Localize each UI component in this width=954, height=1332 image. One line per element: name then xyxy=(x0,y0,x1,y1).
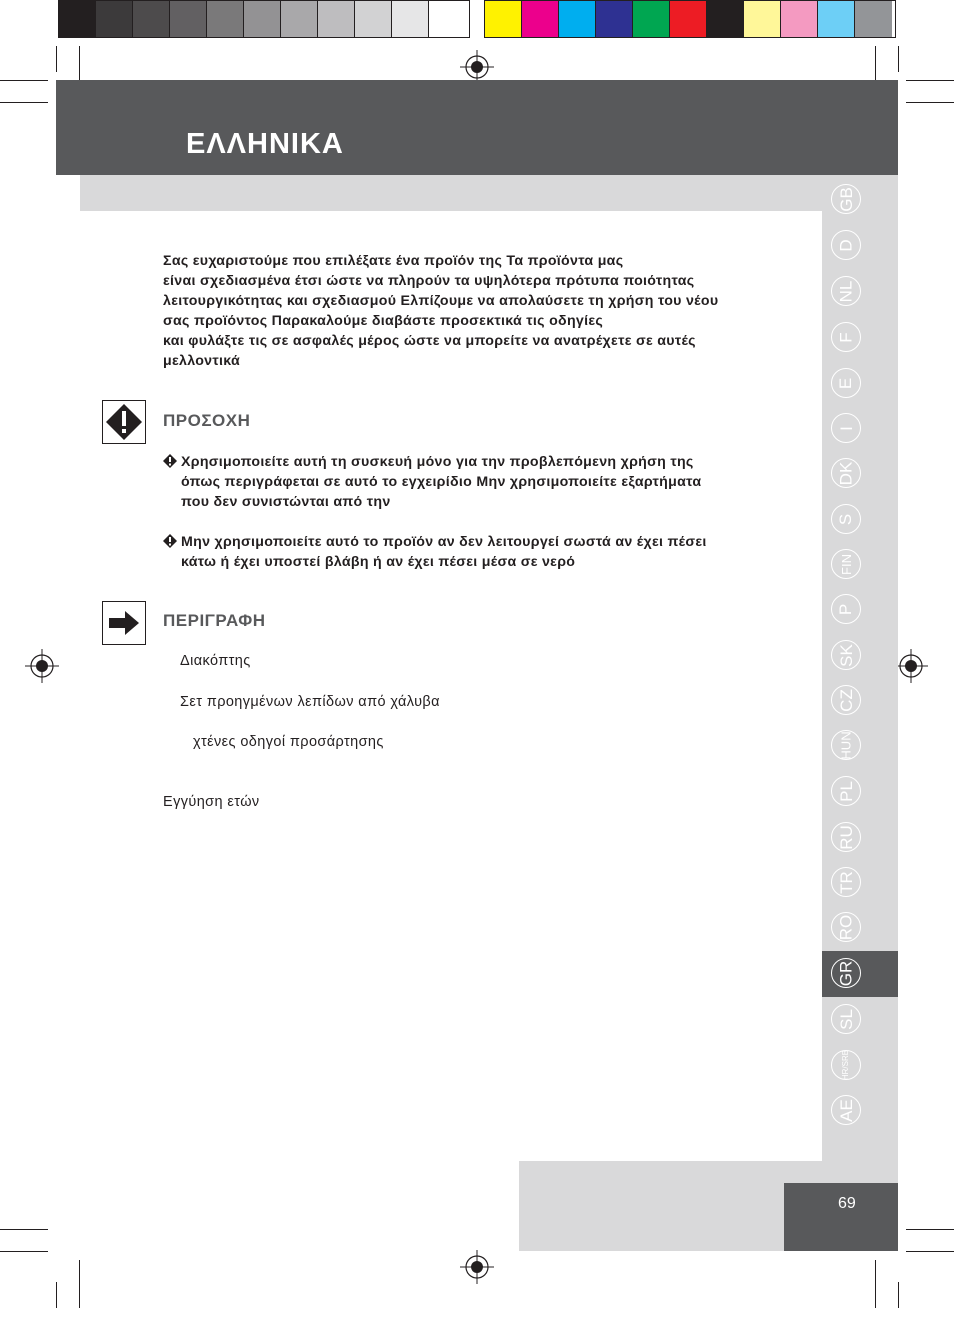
caution-bullet xyxy=(163,452,701,512)
crop-mark xyxy=(0,80,48,81)
crop-mark xyxy=(56,1282,57,1308)
language-tab-label: TR xyxy=(836,870,856,894)
language-tab-label: SL xyxy=(836,1008,856,1030)
color-swatch xyxy=(207,1,244,37)
color-swatch xyxy=(59,1,96,37)
bullet-line: Μην χρησιμοποιείτε αυτό το προϊόν αν δεν λειτουργεί σωστά αν έχει πέσει xyxy=(181,534,707,550)
intro-line: και φυλάξτε τις σε ασφαλές μέρος ώστε να μπορείτε να ανατρέχετε σε αυτές xyxy=(163,333,696,349)
language-tab-nl[interactable] xyxy=(831,276,861,306)
language-tab-label: P xyxy=(836,603,856,615)
registration-mark-icon xyxy=(460,1250,494,1284)
language-tab-p[interactable] xyxy=(831,594,861,624)
warranty-text: Εγγύηση ετών xyxy=(163,794,260,810)
crop-mark xyxy=(0,1251,48,1252)
intro-line: μελλοντικά xyxy=(163,353,241,369)
language-tab-label: E xyxy=(836,377,856,389)
description-item: Σετ προηγμένων λεπίδων από χάλυβα xyxy=(180,694,440,710)
crop-mark xyxy=(0,102,48,103)
language-tab-s[interactable] xyxy=(831,504,861,534)
crop-mark xyxy=(79,1260,80,1308)
language-tab-f[interactable] xyxy=(831,322,861,352)
language-tab-sk[interactable] xyxy=(831,640,861,670)
language-tab-hr-srb[interactable] xyxy=(831,1050,861,1080)
language-tab-label: FIN xyxy=(838,553,854,575)
language-tab-hun[interactable] xyxy=(831,730,861,760)
language-tab-dk[interactable] xyxy=(831,458,861,488)
language-tab-label: HR/SRB xyxy=(841,1049,851,1081)
page-number-background xyxy=(784,1183,898,1251)
bullet-line: που δεν συνιστώνται από την xyxy=(181,494,391,510)
language-tab-label: GB xyxy=(836,186,856,212)
color-swatch xyxy=(170,1,207,37)
bullet-line: κάτω ή έχει υποστεί βλάβη ή αν έχει πέσει μέσα σε νερό xyxy=(181,554,576,570)
arrow-right-icon xyxy=(102,601,146,645)
color-swatch xyxy=(355,1,392,37)
color-swatch xyxy=(670,1,707,37)
color-swatch xyxy=(559,1,596,37)
description-item: Διακόπτης xyxy=(180,653,251,669)
language-tab-d[interactable] xyxy=(831,230,861,260)
language-tab-label: AE xyxy=(836,1098,856,1122)
crop-mark xyxy=(875,1260,876,1308)
color-swatch xyxy=(281,1,318,37)
page-title: ΕΛΛΗΝΙΚΑ xyxy=(186,128,344,160)
crop-mark xyxy=(898,1282,899,1308)
language-tab-ae[interactable] xyxy=(831,1095,861,1125)
crop-mark xyxy=(906,1229,954,1230)
language-tab-cz[interactable] xyxy=(831,685,861,715)
registration-mark-icon xyxy=(25,649,59,683)
language-tab-label: PL xyxy=(836,780,856,802)
color-swatch xyxy=(818,1,855,37)
caution-bullet xyxy=(163,532,707,572)
color-swatch xyxy=(855,1,892,37)
language-tab-gr[interactable] xyxy=(831,958,861,988)
crop-mark xyxy=(906,80,954,81)
bullet-line: Χρησιμοποιείτε αυτή τη συσκευή μόνο για την προβλεπόμενη χρήση της xyxy=(181,454,694,470)
color-swatch xyxy=(392,1,429,37)
color-calibration-bar xyxy=(484,0,896,38)
language-tab-e[interactable] xyxy=(831,368,861,398)
bullet-warning-icon xyxy=(163,534,177,548)
language-tab-pl[interactable] xyxy=(831,776,861,806)
description-title: ΠΕΡΙΓΡΑΦΗ xyxy=(163,611,266,630)
registration-mark-icon xyxy=(460,50,494,84)
language-tab-fin[interactable] xyxy=(831,549,861,579)
color-swatch xyxy=(485,1,522,37)
color-swatch xyxy=(522,1,559,37)
intro-line: είναι σχεδιασμένα έτσι ώστε να πληρούν τα υψηλότερα πρότυπα ποιότητας xyxy=(163,273,695,289)
language-tab-label: HUN xyxy=(838,730,854,760)
language-tab-label: SK xyxy=(836,643,856,667)
crop-mark xyxy=(0,1229,48,1230)
description-item: χτένες οδηγοί προσάρτησης xyxy=(193,734,384,750)
bullet-line: όπως περιγράφεται σε αυτό το εγχειρίδιο Μην χρησιμοποιείτε εξαρτήματα xyxy=(181,474,702,490)
language-tab-label: D xyxy=(836,238,856,252)
language-tab-ro[interactable] xyxy=(831,912,861,942)
language-tab-label: S xyxy=(836,513,856,525)
color-swatch xyxy=(633,1,670,37)
language-tab-label: GR xyxy=(836,960,856,986)
header-band xyxy=(56,80,898,175)
crop-mark xyxy=(898,46,899,72)
subheader-band xyxy=(80,175,822,211)
language-tab-label: RO xyxy=(836,914,856,940)
caution-title: ΠΡΟΣΟΧΗ xyxy=(163,411,251,430)
language-tab-label: DK xyxy=(836,461,856,485)
intro-line: σας προϊόντος Παρακαλούμε διαβάστε προσεκτικά τις οδηγίες xyxy=(163,313,604,329)
intro-paragraph xyxy=(163,251,803,371)
intro-line: Σας ευχαριστούμε που επιλέξατε ένα προϊόν της Τα προϊόντα μας xyxy=(163,253,624,269)
language-tab-tr[interactable] xyxy=(831,867,861,897)
language-tab-ru[interactable] xyxy=(831,822,861,852)
color-swatch xyxy=(133,1,170,37)
color-swatch xyxy=(596,1,633,37)
warning-icon xyxy=(102,400,146,444)
gray-calibration-bar xyxy=(58,0,470,38)
language-tab-label: I xyxy=(836,425,856,431)
color-swatch xyxy=(429,1,466,37)
language-tab-i[interactable] xyxy=(831,413,861,443)
language-tab-label: NL xyxy=(836,280,856,302)
language-tab-gb[interactable] xyxy=(831,184,861,214)
crop-mark xyxy=(56,46,57,72)
color-swatch xyxy=(707,1,744,37)
color-swatch xyxy=(244,1,281,37)
language-tab-sl[interactable] xyxy=(831,1004,861,1034)
language-tab-label: RU xyxy=(836,824,856,850)
color-swatch xyxy=(318,1,355,37)
crop-mark xyxy=(906,102,954,103)
intro-line: λειτουργικότητας και σχεδιασμού Ελπίζουμε να απολαύσετε τη χρήση του νέου xyxy=(163,293,719,309)
page-number: 69 xyxy=(838,1195,856,1212)
crop-mark xyxy=(906,1251,954,1252)
registration-mark-icon xyxy=(894,649,928,683)
bullet-warning-icon xyxy=(163,454,177,468)
language-tab-label: CZ xyxy=(836,688,856,712)
color-swatch xyxy=(744,1,781,37)
color-swatch xyxy=(781,1,818,37)
color-swatch xyxy=(96,1,133,37)
language-tab-label: F xyxy=(836,331,856,343)
